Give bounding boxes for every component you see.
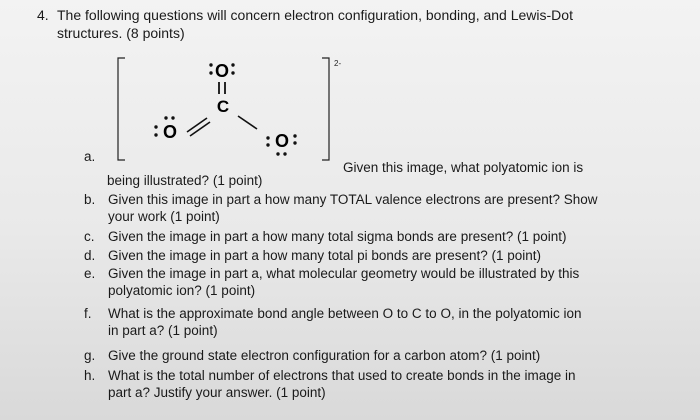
item-e-line2: polyatomic ion? (1 point) (108, 283, 256, 298)
item-b-text (108, 191, 648, 225)
item-f-line2: in part a? (1 point) (108, 323, 218, 338)
oxygen-left: O (162, 122, 178, 142)
item-f-text (108, 305, 648, 339)
single-bond-left (190, 122, 210, 136)
oxygen-top: O (214, 61, 230, 81)
lone-pair-dot (276, 152, 279, 155)
oxygen-right: O (274, 131, 290, 151)
lone-pair-dot (171, 116, 174, 119)
lewis-structure-diagram (115, 52, 355, 167)
item-d-letter: d. (84, 248, 96, 263)
item-g-letter: g. (84, 348, 96, 363)
lone-pair-dot (164, 116, 167, 119)
lone-pair-dot (154, 125, 157, 128)
charge-label: 2- (334, 59, 342, 68)
question-text: The following questions will concern electron configuration, bonding, and Lewis-Dot (57, 7, 573, 23)
item-d-text: Given the image in part a how many total pi bonds are present? (1 point) (108, 248, 541, 263)
lone-pair-dot (283, 152, 286, 155)
item-h-text (108, 367, 648, 401)
item-a-text: Given this image, what polyatomic ion is (343, 160, 584, 175)
item-a-letter: a. (84, 149, 96, 164)
item-e-text (108, 265, 648, 299)
item-h-letter: h. (84, 368, 96, 383)
single-bond-right (238, 116, 257, 129)
lone-pair-dot (266, 136, 269, 139)
lone-pair-dot (209, 63, 212, 66)
item-h-line1: What is the total number of electrons that used to create bonds in the image in (108, 368, 576, 383)
item-e-line1: Given the image in part a, what molecular geometry would be illustrated by this (108, 266, 580, 281)
item-h-line2: part a? Justify your answer. (1 point) (108, 385, 326, 400)
right-bracket (322, 58, 329, 160)
question-points: structures. (8 points) (57, 25, 185, 41)
lone-pair-dot (293, 134, 296, 137)
item-e-letter: e. (84, 266, 96, 281)
carbon-center: C (216, 97, 230, 116)
lone-pair-dot (231, 63, 234, 66)
lone-pair-dot (209, 71, 212, 74)
question-number: 4. (37, 7, 49, 23)
item-f-line1: What is the approximate bond angle between O to C to O, in the polyatomic ion (108, 306, 582, 321)
lone-pair-dot (293, 141, 296, 144)
item-f-letter: f. (84, 306, 92, 321)
item-c-text: Given the image in part a how many total sigma bonds are present? (1 point) (108, 229, 567, 244)
lewis-structure-svg (115, 52, 355, 167)
item-c-letter: c. (84, 229, 95, 244)
item-a-continuation: being illustrated? (1 point) (107, 173, 263, 188)
item-b-line2: your work (1 point) (108, 209, 220, 224)
lone-pair-dot (266, 143, 269, 146)
lone-pair-dot (231, 71, 234, 74)
lone-pair-dot (154, 133, 157, 136)
left-bracket (118, 58, 125, 160)
item-b-letter: b. (84, 192, 96, 207)
item-g-text: Give the ground state electron configuration for a carbon atom? (1 point) (108, 348, 541, 363)
item-b-line1: Given this image in part a how many TOTAL valence electrons are present? Show (108, 192, 598, 207)
single-bond-left (187, 118, 207, 132)
